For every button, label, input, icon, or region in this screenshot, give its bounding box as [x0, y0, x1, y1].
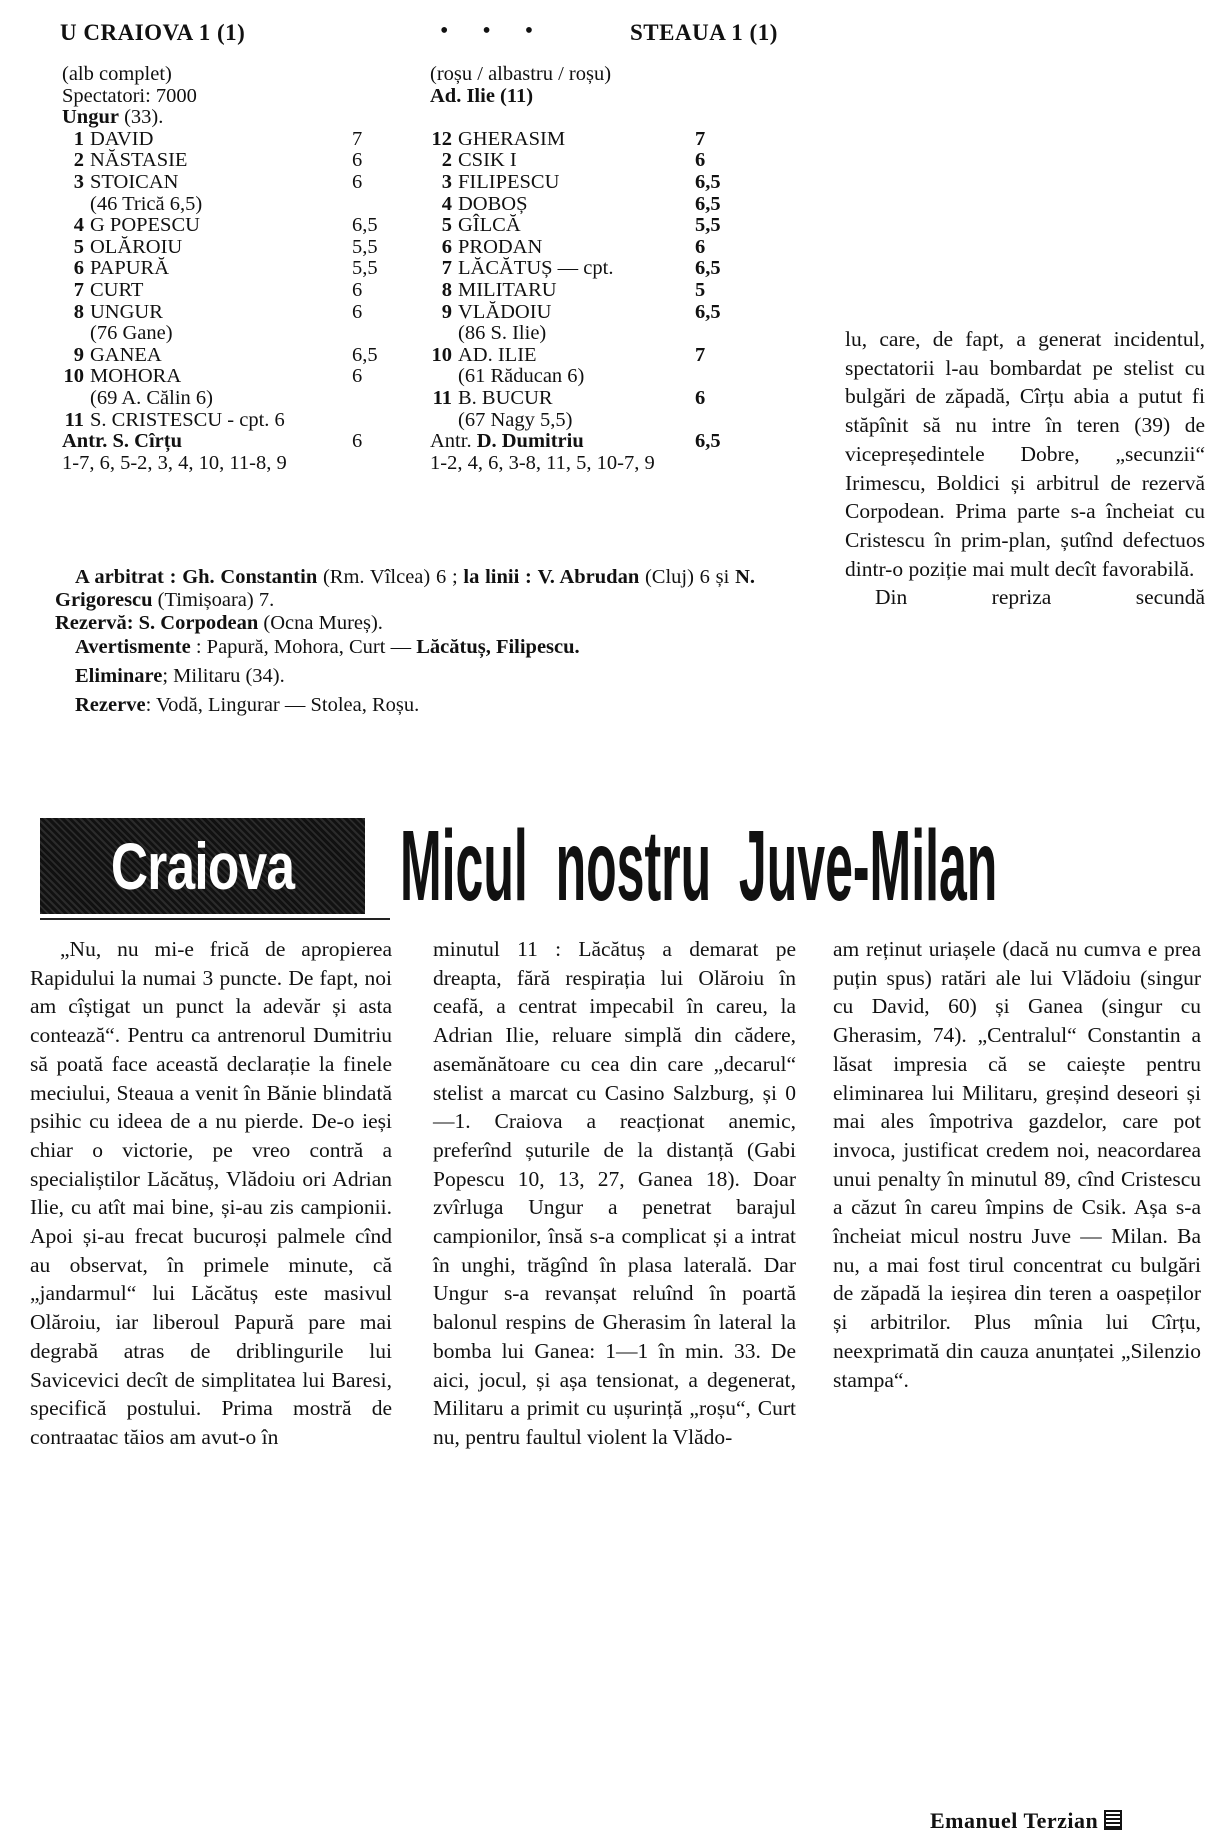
player-name: GHERASIM [458, 127, 566, 150]
player-row [430, 172, 760, 194]
player-row [430, 215, 760, 237]
player-name: CSIK I [458, 149, 517, 172]
referee-name: Gh. Constantin [182, 566, 318, 588]
player-number: 3 [73, 170, 84, 193]
player-row [62, 237, 392, 259]
player-name: OLĂROIU [90, 235, 183, 258]
home-players-list [62, 129, 392, 431]
player-row [430, 237, 760, 259]
player-row [430, 129, 760, 151]
player-grade: 7 [352, 127, 363, 150]
column-text-last: Din repriza secundă [875, 585, 1205, 610]
linesman-2-city: (Timișoara) 7. [152, 589, 275, 612]
player-name: STOICAN [90, 170, 179, 193]
player-name: CURT [90, 278, 144, 301]
coach-name: S. Cîrțu [112, 430, 182, 453]
player-row [430, 280, 760, 302]
column-text: „Nu, nu mi-e frică de apropierea Rapidului la numai 3 puncte. De fapt, noi am cîștigat un punct la adevăr și asta contează“. Pentru ca antrenorul Dumitriu să poată face această declarație la finele meciului, Steaua a venit în Bănie blindată psihic cu ideea de a nu pierde. De-o ieși chiar o victorie, pe vreo contră a specialiștilor Lăcătuș, Vlădoiu ori Adrian Ilie, cu atît mai bine, și-au zis campionii. Apoi și-au frecat bucuroși palmele cînd au observat, în primele minute, că „jandarmul“ lui Lăcătuș este masivul Olăroiu, iar liberoul Papură pare mai degrabă atras de driblingurile lui Savicevici decît de simplitatea lui Baresi, specifică postului. Prima mostră de contraatac tăios am avut-o în [30, 937, 392, 1449]
player-grade: 5,5 [695, 214, 721, 237]
player-number: 3 [441, 170, 452, 193]
player-number: 7 [73, 278, 84, 301]
player-row [430, 345, 760, 367]
player-grade: 5,5 [352, 235, 378, 258]
player-number: 2 [73, 149, 84, 172]
player-number: 5 [441, 214, 452, 237]
player-name: DAVID [90, 127, 154, 150]
player-grade: 6,5 [695, 257, 721, 280]
player-name: GÎLCĂ [458, 214, 521, 237]
home-scorer [62, 107, 392, 129]
column-text: minutul 11 : Lăcătuș a demarat pe dreapta, fără respirația lui Olăroiu în ceafă, a centrat impecabil în careu, la Adrian Ilie, reluare simplă din cădere, asemănătoare cu cea din care „decarul“ stelist a marcat cu Casino Salzburg, și 0—1. Craiova a reacționat anemic, preferînd șuturile de la distanță (Gabi Popescu 10, 13, 27, Ganea 18). Doar zvîrluga Ungur a penetrat barajul campionilor, însă s-a complicat și a intrat în unghi, trăgînd în plasa laterală. Dar Ungur s-a revanșat reluînd în poartă balonul respins de Gherasim în lateral la bomba lui Ganea: 1—1 în min. 33. De aici, jocul, și așa tensionat, a degenerat, Militaru a primit cu ușurință „roșu“, Curt nu, pentru faultul violent la Vlădo- [433, 937, 796, 1449]
reserve-name: S. Corpodean [133, 612, 259, 635]
player-grade: 6,5 [695, 192, 721, 215]
headline-word: Juve [738, 810, 853, 922]
substitution: (69 A. Călin 6) [90, 386, 213, 409]
linesmen-label: la linii : [457, 566, 532, 588]
player-number: 12 [431, 127, 452, 150]
referee-label: A arbitrat : [75, 566, 177, 588]
player-row [62, 215, 392, 237]
player-number: 9 [73, 343, 84, 366]
home-team-score: U CRAIOVA 1 (1) [60, 20, 246, 45]
player-name: UNGUR [90, 300, 163, 323]
player-row [62, 302, 392, 324]
home-lineup [62, 64, 392, 474]
substitution: (46 Trică 6,5) [90, 192, 203, 215]
referee-city: (Rm. Vîlcea) 6 ; [317, 566, 458, 588]
player-name: DOBOȘ [458, 192, 528, 215]
player-grade: 7 [695, 343, 706, 366]
byline [930, 1808, 1122, 1834]
player-grade: 5 [695, 278, 706, 301]
player-name: LĂCĂTUȘ — cpt. [458, 257, 614, 280]
divider [40, 918, 390, 920]
warnings [55, 636, 755, 659]
kicker-banner [40, 818, 365, 914]
player-row [62, 280, 392, 302]
player-number: 8 [73, 300, 84, 323]
column-text: lu, care, de fapt, a generat incidentul, spectatorii l-au bombardat pe stelist cu bulgări de zăpadă, Cîrțu abia a putut fi stăpînit să nu intre în teren (39) de vicepreședintele Dobre, „secunzii“ Irimescu, Boldici și arbitrul de rezervă Corpodean. Prima parte s-a încheiat cu Cristescu în prim-plan, șutînd defectuos dintr-o poziție mai mult decît favorabilă. [845, 327, 1205, 581]
home-spectators: Spectatori: 7000 [62, 84, 197, 107]
player-number: 2 [441, 149, 452, 172]
reserve-referee [55, 612, 755, 635]
substitutes [55, 694, 755, 717]
player-row [62, 172, 392, 194]
away-kit: (roșu / albastru / roșu) [430, 63, 612, 85]
headline-word: Milan [869, 810, 998, 922]
player-name: MOHORA [90, 365, 182, 388]
player-row [62, 150, 392, 172]
player-row [62, 366, 392, 388]
home-coach [62, 431, 392, 453]
coach-grade: 6,5 [695, 430, 721, 453]
player-name: B. BUCUR [458, 386, 553, 409]
player-name: PRODAN [458, 235, 543, 258]
player-grade: 6 [352, 278, 363, 301]
player-number: 7 [441, 257, 452, 280]
subs-value: : Vodă, Lingurar — Stolea, Roșu. [145, 694, 420, 717]
linesman-2: N. Grigorescu [55, 566, 756, 612]
article-column-1 [30, 935, 392, 1452]
player-name: VLĂDOIU [458, 300, 552, 323]
player-name: AD. ILIE [458, 343, 537, 366]
home-scorer-minute: (33). [118, 106, 164, 129]
player-row [430, 302, 760, 324]
article-column-top-right [845, 325, 1205, 612]
player-row [62, 410, 392, 432]
headline-word: Micul [400, 810, 528, 922]
home-kit: (alb complet) [62, 63, 172, 85]
player-grade: 6,5 [695, 300, 721, 323]
coach-label: Antr. [430, 430, 472, 453]
warnings-home: : Papură, Mohora, Curt — [190, 635, 417, 658]
home-corners: 1-7, 6, 5-2, 3, 4, 10, 11-8, 9 [62, 451, 287, 474]
article-column-2 [433, 935, 796, 1452]
match-officials [55, 566, 755, 717]
warnings-away: Lăcătuș, Filipescu. [416, 635, 580, 658]
away-coach [430, 431, 760, 453]
player-number: 10 [431, 343, 452, 366]
expulsion [55, 665, 755, 688]
substitution: (67 Nagy 5,5) [458, 408, 573, 431]
subs-label: Rezerve [75, 694, 146, 717]
player-number: 9 [441, 300, 452, 323]
substitution: (86 S. Ilie) [458, 322, 547, 345]
player-grade: 6,5 [352, 343, 378, 366]
away-players-list [430, 129, 760, 431]
headline [400, 810, 998, 922]
player-number: 8 [441, 278, 452, 301]
player-number: 6 [441, 235, 452, 258]
player-name: MILITARU [458, 278, 557, 301]
player-name: FILIPESCU [458, 170, 560, 193]
player-name: G POPESCU [90, 214, 200, 237]
player-name: GANEA [90, 343, 162, 366]
referees [55, 566, 755, 612]
player-name: S. CRISTESCU - cpt. 6 [90, 408, 285, 431]
coach-name: D. Dumitriu [476, 430, 584, 453]
player-grade: 6,5 [352, 214, 378, 237]
kicker-text: Craiova [110, 829, 295, 903]
substitution: (61 Răducan 6) [458, 365, 585, 388]
player-grade: 6,5 [695, 170, 721, 193]
warnings-label: Avertismente [75, 635, 191, 658]
player-grade: 6 [695, 386, 706, 409]
linesman-1-city: (Cluj) 6 și [639, 566, 736, 588]
column-text: am reținut uriașele (dacă nu cumva e prea puțin spus) ratări ale lui Vlădoiu (singur cu David, 60) și Ganea (singur cu Gherasim, 74). „Centralul“ Constantin a lăsat impresia că se caiește pentru eliminarea lui Militaru, greșind deseori și mai ales împotriva gazdelor, care pot invoca, justificat credem noi, neacordarea unui penalty în minutul 89, cînd Cristescu a căzut în careu împins de Csik. Așa s-a încheiat micul nostru Juve — Milan. Ba nu, a mai fost tirul concentrat cu bulgări de zăpadă la ieșirea din teren a oaspeților și arbitrilor. Plus mînia lui Cîrțu, neexprimată din cauza anunțatei „Silenzio stampa“. [833, 937, 1201, 1392]
player-grade: 6 [352, 300, 363, 323]
player-number: 4 [441, 192, 452, 215]
headline-word: nostru [555, 810, 712, 922]
author-name: Emanuel Terzian [930, 1808, 1099, 1833]
player-grade: 6 [352, 170, 363, 193]
player-row [430, 194, 760, 216]
player-number: 4 [73, 214, 84, 237]
away-corners: 1-2, 4, 6, 3-8, 11, 5, 10-7, 9 [430, 451, 655, 474]
player-grade: 5,5 [352, 257, 378, 280]
separator-dots: • • • [440, 18, 548, 44]
linesman-1: V. Abrudan [537, 566, 640, 588]
coach-grade: 6 [352, 430, 363, 453]
article-column-3 [833, 935, 1201, 1394]
player-number: 11 [64, 408, 84, 431]
end-mark-icon [1104, 1810, 1122, 1830]
expulsion-label: Eliminare [75, 664, 163, 687]
player-grade: 6 [695, 235, 706, 258]
player-number: 6 [73, 257, 84, 280]
player-row [62, 129, 392, 151]
player-row [62, 345, 392, 367]
player-grade: 6 [352, 365, 363, 388]
coach-label: Antr. [62, 430, 108, 453]
player-number: 11 [432, 386, 452, 409]
away-team-score: STEAUA 1 (1) [630, 20, 778, 45]
player-name: NĂSTASIE [90, 149, 188, 172]
player-row [62, 258, 392, 280]
player-name: PAPURĂ [90, 257, 170, 280]
player-number: 10 [63, 365, 84, 388]
player-number: 5 [73, 235, 84, 258]
player-grade: 6 [352, 149, 363, 172]
reserve-city: (Ocna Mureș). [258, 612, 383, 635]
reserve-label: Rezervă: [55, 612, 134, 635]
expulsion-value: ; Militaru (34). [162, 664, 285, 687]
player-row [430, 150, 760, 172]
away-lineup [430, 64, 760, 474]
player-row [430, 388, 760, 410]
headline-word: - [852, 810, 870, 922]
player-number: 1 [73, 127, 84, 150]
spacer [430, 107, 760, 129]
away-scorer: Ad. Ilie (11) [430, 84, 534, 107]
substitution: (76 Gane) [90, 322, 173, 345]
player-row [430, 258, 760, 280]
player-grade: 7 [695, 127, 706, 150]
player-grade: 6 [695, 149, 706, 172]
home-scorer-name: Ungur [62, 106, 119, 129]
